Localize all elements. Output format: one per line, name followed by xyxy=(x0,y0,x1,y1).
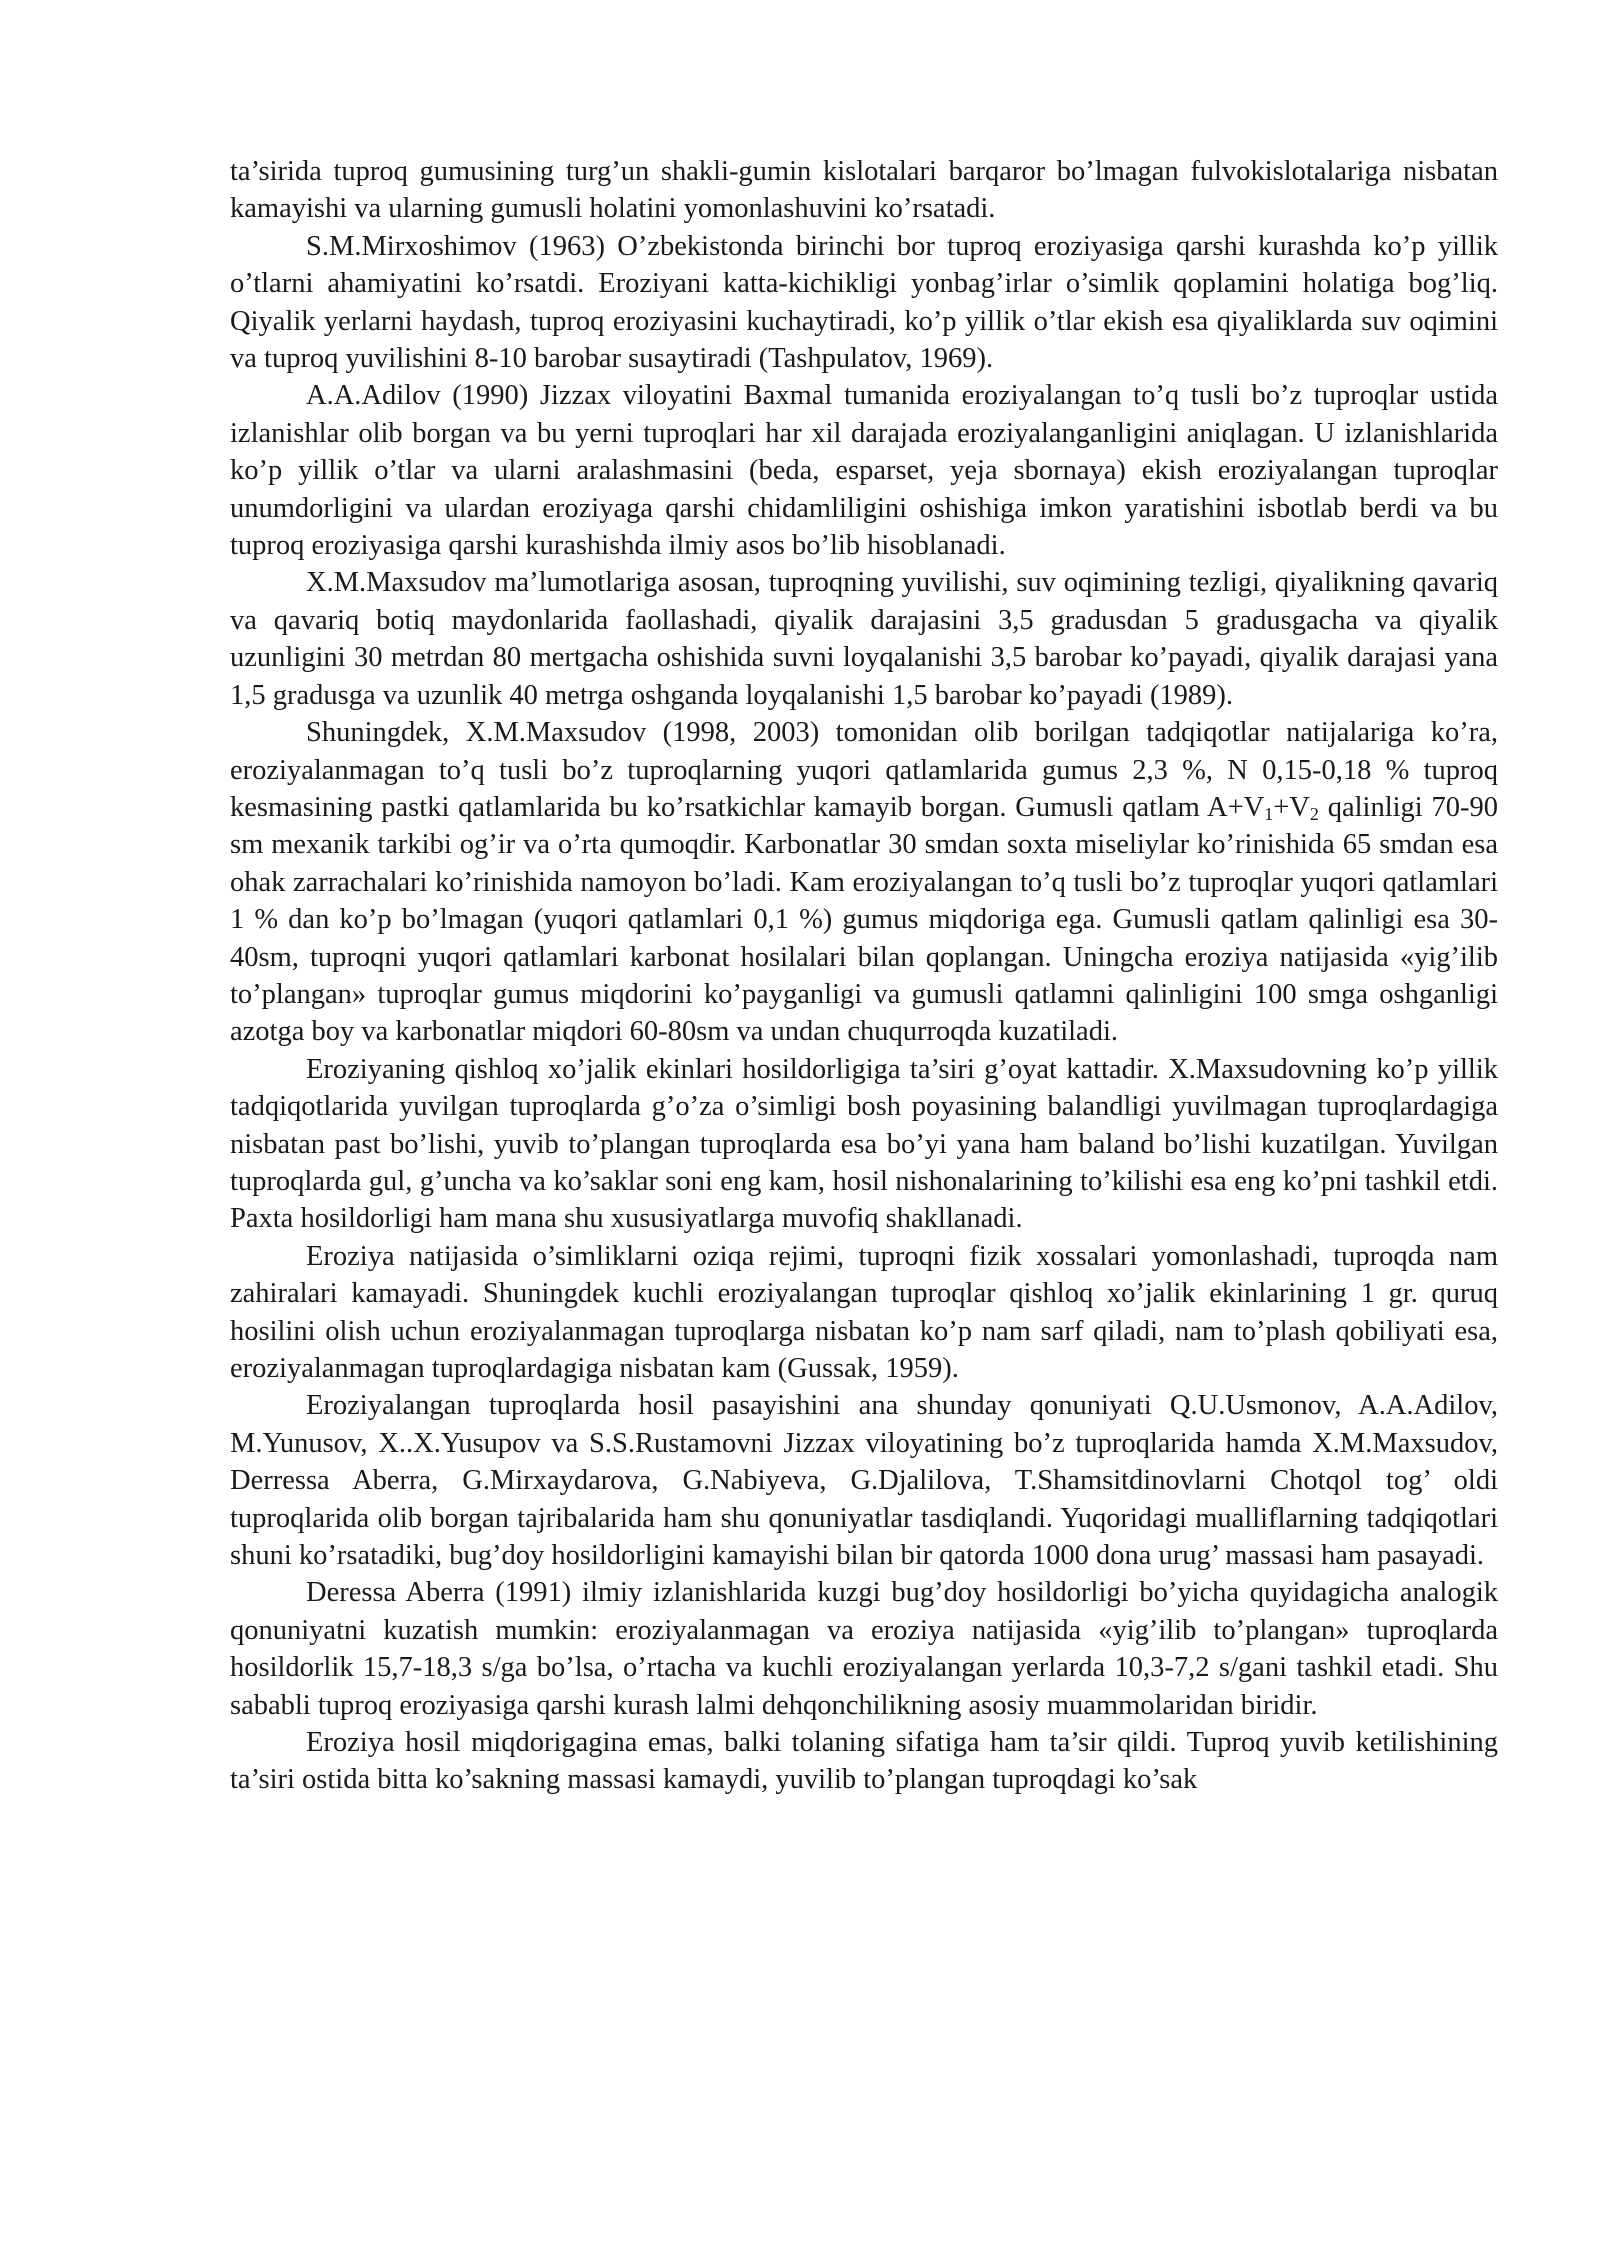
subscript-2: 2 xyxy=(1309,803,1319,824)
paragraph-yield-decline: Eroziyalangan tuproqlarda hosil pasayishini ana shunday qonuniyati Q.U.Usmonov, A.A.Adilov, M.Yunusov, X..X.Yusupov va S.S.Rustamovni Jizzax viloyatining bo’z tuproqlarida hamda X.M.Maxsudov, Derressa Aberra, G.Mirxaydarova, G.Nabiyeva, G.Djalilova, T.Shamsitdinovlarni Chotqol tog’ oldi tuproqlarida olib borgan tajribalarida ham shu qonuniyatlar tasdiqlandi. Yuqoridagi mualliflarning tadqiqotlari shuni ko’rsatadiki, bug’doy hosildorligini kamayishi bilan bir qatorda 1000 dona urug’ massasi ham pasayadi. xyxy=(230,1390,1498,1572)
paragraph-continuation: ta’sirida tuproq gumusining turg’un shakli-gumin kislotalari barqaror bo’lmagan fulvokislotalariga nisbatan kamayishi va ularning gumusli holatini yomonlashuvini ko’rsatadi. xyxy=(230,156,1498,225)
paragraph-text-part: Shuningdek, X.M.Maxsudov (1998, 2003) tomonidan olib borilgan tadqiqotlar natijalariga ko’ra, eroziyalanmagan to’q tusli bo’z tuproqlarning yuqori qatlamlarida gumus 2,3 %, N 0,15-0,18 % tuproq kesmasining pastki qatlamlarida bu ko’rsatkichlar kamayib borgan. Gumusli qatlam A+V xyxy=(230,717,1498,823)
paragraph-nutrition-regime: Eroziya natijasida o’simliklarni oziqa rejimi, tuproqni fizik xossalari yomonlashadi, tuproqda nam zahiralari kamayadi. Shuningdek kuchli eroziyalangan tuproqlar qishloq xo’jalik ekinlarining 1 gr. quruq hosilini olish uchun eroziyalanmagan tuproqlarga nisbatan ko’p nam sarf qiladi, nam to’plash qobiliyati esa, eroziyalanmagan tuproqlardagiga nisbatan kam (Gussak, 1959). xyxy=(230,1240,1498,1384)
paragraph-deressa-aberra: Deressa Aberra (1991) ilmiy izlanishlarida kuzgi bug’doy hosildorligi bo’yicha quyidagicha analogik qonuniyatni kuzatish mumkin: eroziyalanmagan va eroziya natijasida «yig’ilib to’plangan» tuproqlarda hosildorlik 15,7-18,3 s/ga bo’lsa, o’rtacha va kuchli eroziyalangan yerlarda 10,3-7,2 s/gani tashkil etadi. Shu sababli tuproq eroziyasiga qarshi kurash lalmi dehqonchilikning asosiy muammolaridan biridir. xyxy=(230,1577,1498,1721)
paragraph-adilov: A.A.Adilov (1990) Jizzax viloyatini Baxmal tumanida eroziyalangan to’q tusli bo’z tuproqlar ustida izlanishlar olib borgan va bu yerni tuproqlari har xil darajada eroziyalanganligini aniqlagan. U izlanishlarida ko’p yillik o’tlar va ularni aralashmasini (beda, esparset, yeja sbornaya) ekish eroziyalangan tuproqlar unumdorligini va ulardan eroziyaga qarshi chidamliligini oshishiga imkon yaratishini isbotlab berdi va bu tuproq eroziyasiga qarshi kurashishda ilmiy asos bo’lib hisoblanadi. xyxy=(230,380,1498,562)
paragraph-crop-yield: Eroziyaning qishloq xo’jalik ekinlari hosildorligiga ta’siri g’oyat kattadir. X.Maxsudovning ko’p yillik tadqiqotlarida yuvilgan tuproqlarda g’o’za o’simligi bosh poyasining balandligi yuvilmagan tuproqlardagiga nisbatan past bo’lishi, yuvib to’plangan tuproqlarda esa bo’yi yana ham baland bo’lishi kuzatilgan. Yuvilgan tuproqlarda gul, g’uncha va ko’saklar soni eng kam, hosil nishonalarining to’kilishi esa eng ko’pni tashkil etdi. Paxta hosildorligi ham mana shu xususiyatlarga muvofiq shakllanadi. xyxy=(230,1053,1498,1235)
paragraph-maxsudov-1989: X.M.Maxsudov ma’lumotlariga asosan, tuproqning yuvilishi, suv oqimining tezligi, qiyalikning qavariq va qavariq botiq maydonlarida faollashadi, qiyalik darajasini 3,5 gradusdan 5 gradusgacha va qiyalik uzunligini 30 metrdan 80 mertgacha oshishida suvni loyqalanishi 3,5 barobar ko’payadi, qiyalik darajasi yana 1,5 gradusga va uzunlik 40 metrga oshganda loyqalanishi 1,5 barobar ko’payadi (1989). xyxy=(230,567,1498,711)
paragraph-maxsudov-1998 xyxy=(230,714,1498,1051)
paragraph-text-part: +V xyxy=(1273,791,1310,823)
paragraph-text-part: qalinligi 70-90 sm mexanik tarkibi og’ir va o’rta qumoqdir. Karbonatlar 30 smdan soxta miseliylar ko’rinishida 65 smdan esa ohak zarrachalari ko’rinishida namoyon bo’ladi. Kam eroziyalangan to’q tusli bo’z tuproqlar yuqori qatlamlari 1 % dan ko’p bo’lmagan (yuqori qatlamlari 0,1 %) gumus miqdoriga ega. Gumusli qatlam qalinligi esa 30-40sm, tuproqni yuqori qatlamlari karbonat hosilalari bilan qoplangan. Uningcha eroziya natijasida «yig’ilib to’plangan» tuproqlar gumus miqdorini ko’payganligi va gumusli qatlamni qalinligini 100 smga oshganligi azotga boy va karbonatlar miqdori 60-80sm va undan chuqurroqda kuzatiladi. xyxy=(230,791,1499,1048)
paragraph-fiber-quality: Eroziya hosil miqdorigagina emas, balki tolaning sifatiga ham ta’sir qildi. Tuproq yuvib ketilishining ta’siri ostida bitta ko’sakning massasi kamaydi, yuvilib to’plangan tuproqdagi ko’sak xyxy=(230,1727,1498,1796)
document-page xyxy=(230,153,1498,1799)
subscript-1: 1 xyxy=(1264,803,1274,824)
paragraph-mirxoshimov: S.M.Mirxoshimov (1963) O’zbekistonda birinchi bor tuproq eroziyasiga qarshi kurashda ko’p yillik o’tlarni ahamiyatini ko’rsatdi. Eroziyani katta-kichikligi yonbag’irlar o’simlik qoplamini holatiga bog’liq. Qiyalik yerlarni haydash, tuproq eroziyasini kuchaytiradi, ko’p yillik o’tlar ekish esa qiyaliklarda suv oqimini va tuproq yuvilishini 8-10 barobar susaytiradi (Tashpulatov, 1969). xyxy=(230,230,1498,375)
